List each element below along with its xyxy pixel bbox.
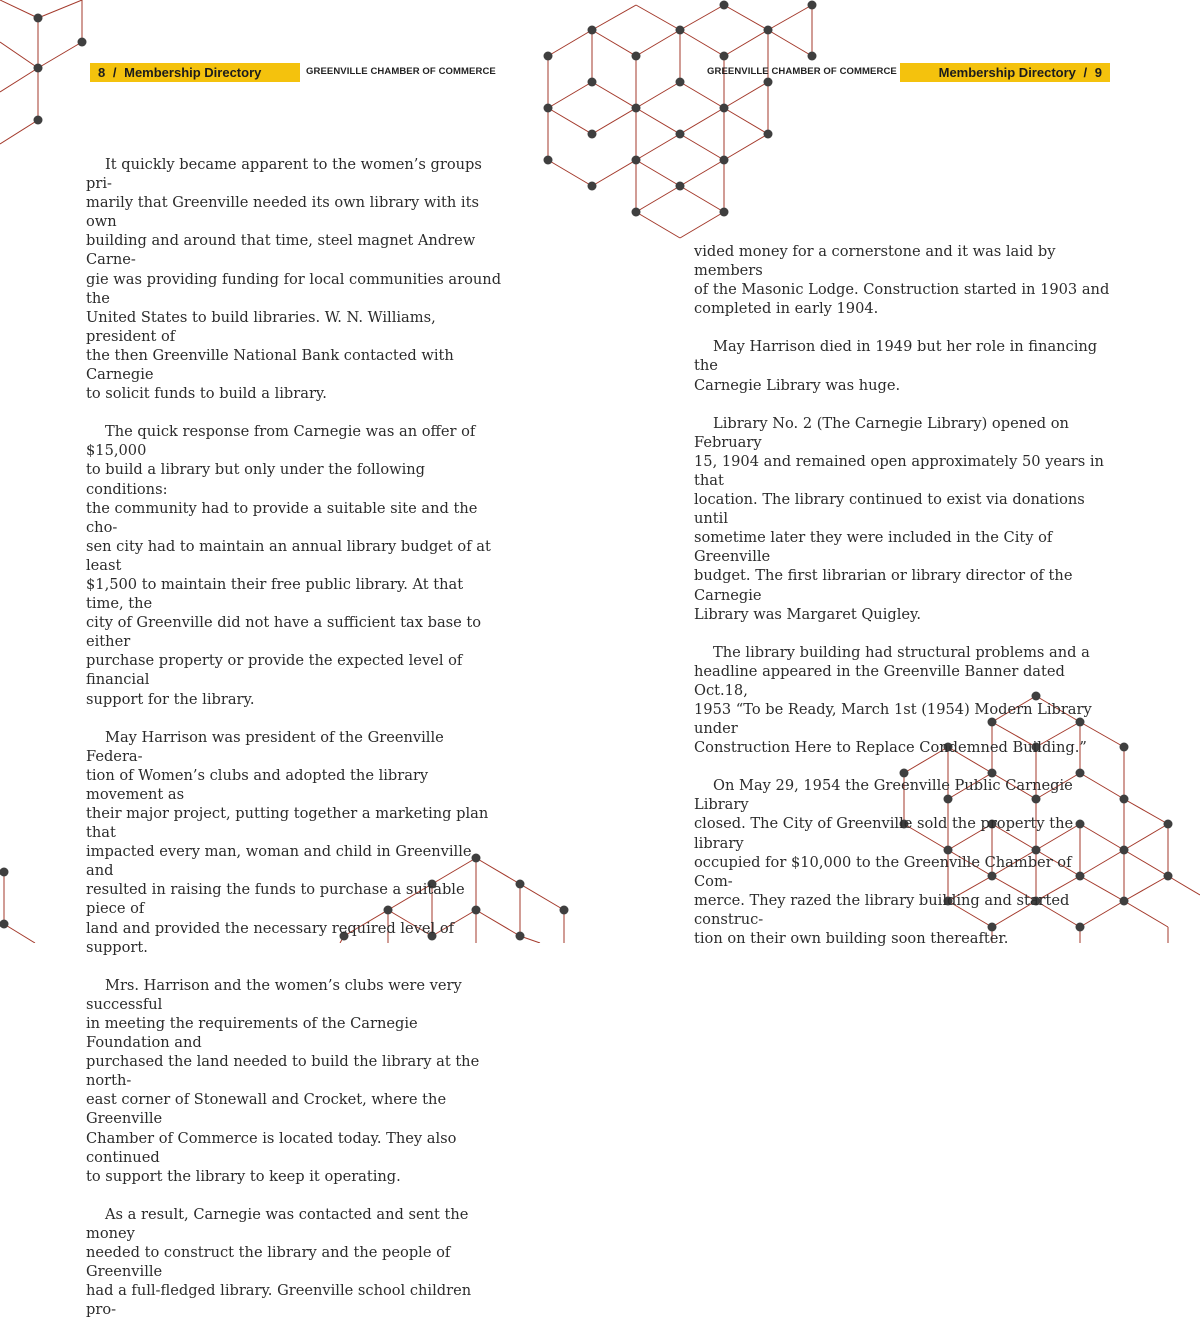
right-page-header-tab [900,63,1110,82]
paragraph: May Harrison died in 1949 but her role in financing the Carnegie Library was huge. [694,337,1110,394]
left-page-header-tab [90,63,300,82]
network-top-left [0,0,87,144]
paragraph: On May 29, 1954 the Greenville Public Carnegie Library closed. The City of Greenville sold the property the library occupied for $10,000 to the Greenville Chamber of Com- merce. They razed the library building and started construc- tion on their own building soon thereafter. [694,776,1110,948]
right-organization-name: GREENVILLE CHAMBER OF COMMERCE [707,66,897,77]
paragraph: Mrs. Harrison and the women’s clubs were very successful in meeting the requirements of the Carnegie Foundation and purchased the land needed to build the library at the north- east corner of Stonewall and Crocket, where the Greenville Chamber of Commerce is located today. They also continued to support the library to keep it operating. [86,976,502,1186]
left-page-number: 8 [98,65,105,80]
right-header-separator: / [1084,65,1088,80]
left-header-separator: / [113,65,117,80]
paragraph: It quickly became apparent to the women’s groups pri- marily that Greenville needed its own library with its own building and around that time, steel magnet Andrew Carne- gie was providing funding for local communities around the United States to build libraries. W. N. Williams, president of the then Greenville National Bank contacted with Carnegie to solicit funds to build a library. [86,155,502,403]
paragraph: The quick response from Carnegie was an offer of $15,000 to build a library but only under the following conditions: the community had to provide a suitable site and the cho- sen city had to maintain an annual library budget of at least $1,500 to maintain their free public library. At that time, the city of Greenville did not have a sufficient tax base to either purchase property or provide the expected level of financial support for the library. [86,422,502,708]
left-page-body [86,155,502,1338]
right-section-title: Membership Directory [939,65,1076,80]
paragraph: The library building had structural problems and a headline appeared in the Greenville Banner dated Oct.18, 1953 “To be Ready, March 1st (1954) Modern Library under Construction Here to Replace Condemned Building.” [694,643,1110,758]
right-page-body [694,242,1110,967]
left-section-title: Membership Directory [124,65,261,80]
paragraph: Library No. 2 (The Carnegie Library) opened on February 15, 1904 and remained open approximately 50 years in that location. The library continued to exist via donations until sometime later they were included in the City of Greenville budget. The first librarian or library director of the Carnegie Library was Margaret Quigley. [694,414,1110,624]
left-organization-name: GREENVILLE CHAMBER OF COMMERCE [306,66,496,77]
network-top-center [544,1,817,239]
right-page-number: 9 [1095,65,1102,80]
paragraph: May Harrison was president of the Greenville Federa- tion of Women’s clubs and adopted the library movement as their major project, putting together a marketing plan that impacted every man, woman and child in Greenville and resulted in raising the funds to purchase a suitable piece of land and provided the necessary required level of support. [86,728,502,957]
network-bottom-left [0,868,35,944]
continued-paragraph: vided money for a cornerstone and it was laid by members of the Masonic Lodge. Construction started in 1903 and completed in early 1904. [694,242,1110,318]
paragraph: As a result, Carnegie was contacted and sent the money needed to construct the library and the people of Greenville had a full-fledged library. Greenville school children pro- [86,1205,502,1320]
